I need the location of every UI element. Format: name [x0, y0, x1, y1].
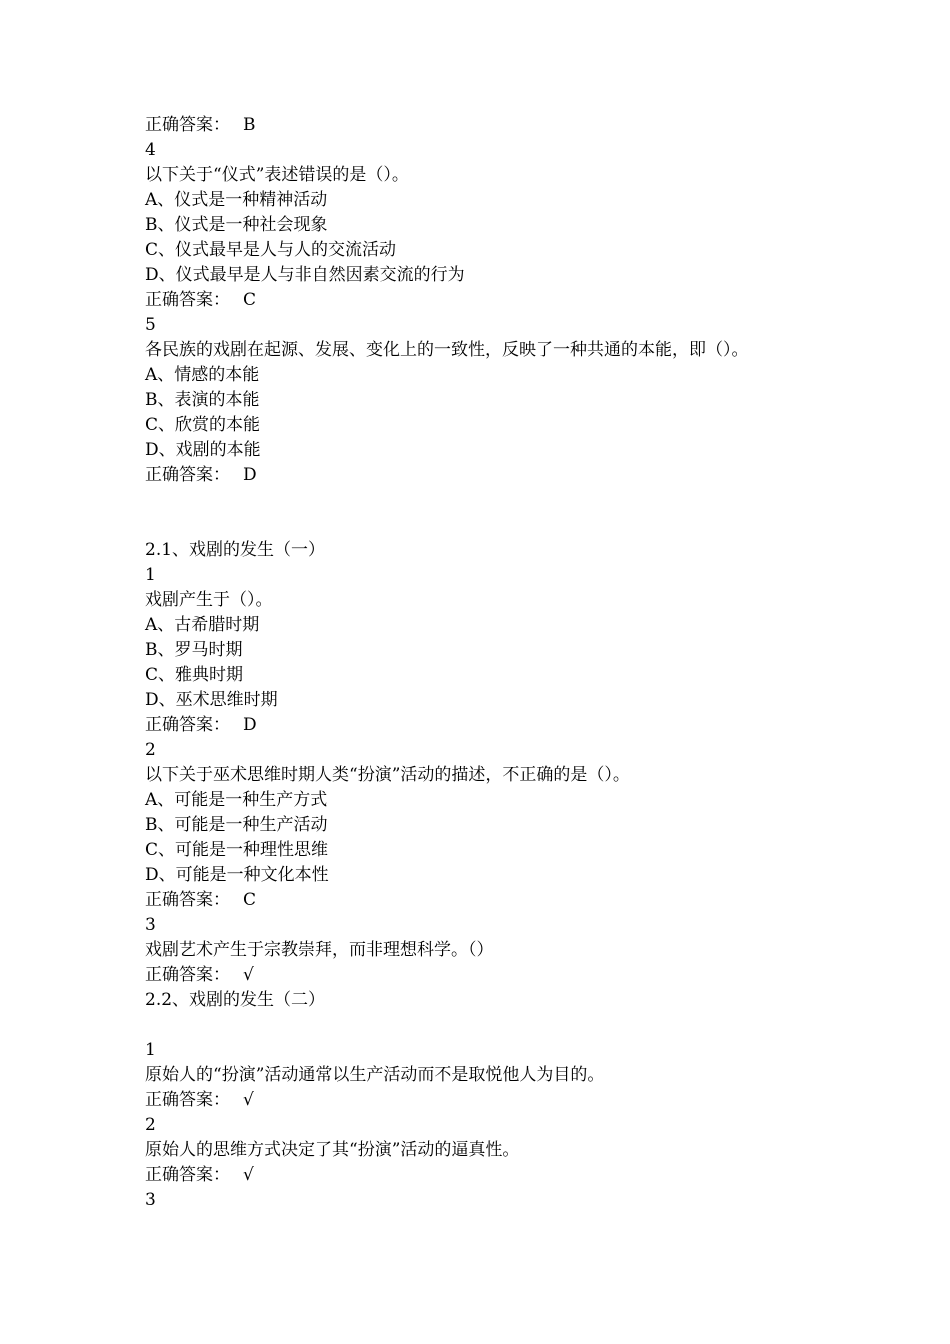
correct-answer-value: D — [243, 715, 257, 735]
correct-answer — [145, 463, 925, 488]
correct-answer-label: 正确答案： — [145, 1090, 230, 1110]
question-number: 5 — [145, 315, 156, 335]
correct-answer-label: 正确答案： — [145, 715, 230, 735]
answer-option: C、仪式最早是人与人的交流活动 — [145, 240, 397, 260]
question-number: 2 — [145, 740, 156, 760]
correct-answer — [145, 1163, 925, 1188]
correct-answer — [145, 1088, 925, 1113]
document-body — [145, 113, 925, 1213]
question-number: 3 — [145, 915, 156, 935]
answer-option: D、戏剧的本能 — [145, 440, 261, 460]
answer-option: A、仪式是一种精神活动 — [145, 190, 328, 210]
correct-answer-label: 正确答案： — [145, 115, 230, 135]
question-text: 原始人的思维方式决定了其“扮演”活动的逼真性。 — [145, 1140, 520, 1160]
section-heading: 2.2、戏剧的发生（二） — [145, 990, 326, 1010]
question-number: 1 — [145, 565, 156, 585]
question-number: 3 — [145, 1190, 156, 1210]
answer-option: B、罗马时期 — [145, 640, 243, 660]
answer-option: C、雅典时期 — [145, 665, 244, 685]
question-text: 原始人的“扮演”活动通常以生产活动而不是取悦他人为目的。 — [145, 1065, 605, 1085]
correct-answer — [145, 713, 925, 738]
section-heading: 2.1、戏剧的发生（一） — [145, 540, 326, 560]
correct-answer-value: C — [243, 890, 257, 910]
question-number: 4 — [145, 140, 156, 160]
blank-line — [145, 488, 925, 513]
correct-answer-label: 正确答案： — [145, 1165, 230, 1185]
correct-answer — [145, 113, 925, 138]
question-text: 各民族的戏剧在起源、发展、变化上的一致性，反映了一种共通的本能，即（）。 — [145, 340, 749, 360]
question-text: 戏剧艺术产生于宗教崇拜，而非理想科学。（） — [145, 940, 494, 960]
answer-option: A、古希腊时期 — [145, 615, 260, 635]
question-text: 以下关于巫术思维时期人类“扮演”活动的描述，不正确的是（）。 — [145, 765, 630, 785]
correct-answer — [145, 288, 925, 313]
correct-answer — [145, 888, 925, 913]
answer-option: A、情感的本能 — [145, 365, 260, 385]
answer-option: B、可能是一种生产活动 — [145, 815, 328, 835]
correct-answer-value: √ — [243, 1090, 254, 1110]
question-number: 1 — [145, 1040, 156, 1060]
answer-option: D、仪式最早是人与非自然因素交流的行为 — [145, 265, 465, 285]
answer-option: C、可能是一种理性思维 — [145, 840, 329, 860]
question-text: 以下关于“仪式”表述错误的是（）。 — [145, 165, 409, 185]
question-number: 2 — [145, 1115, 156, 1135]
correct-answer-value: √ — [243, 1165, 254, 1185]
correct-answer-value: D — [243, 465, 257, 485]
correct-answer-label: 正确答案： — [145, 890, 230, 910]
blank-line — [145, 513, 925, 538]
correct-answer-label: 正确答案： — [145, 965, 230, 985]
correct-answer-label: 正确答案： — [145, 290, 230, 310]
blank-line — [145, 1013, 925, 1038]
correct-answer-label: 正确答案： — [145, 465, 230, 485]
answer-option: D、巫术思维时期 — [145, 690, 278, 710]
question-text: 戏剧产生于（）。 — [145, 590, 273, 610]
answer-option: B、仪式是一种社会现象 — [145, 215, 328, 235]
answer-option: D、可能是一种文化本性 — [145, 865, 329, 885]
correct-answer-value: B — [243, 115, 256, 135]
answer-option: A、可能是一种生产方式 — [145, 790, 328, 810]
answer-option: C、欣赏的本能 — [145, 415, 261, 435]
correct-answer-value: C — [243, 290, 257, 310]
answer-option: B、表演的本能 — [145, 390, 260, 410]
correct-answer-value: √ — [243, 965, 254, 985]
correct-answer — [145, 963, 925, 988]
